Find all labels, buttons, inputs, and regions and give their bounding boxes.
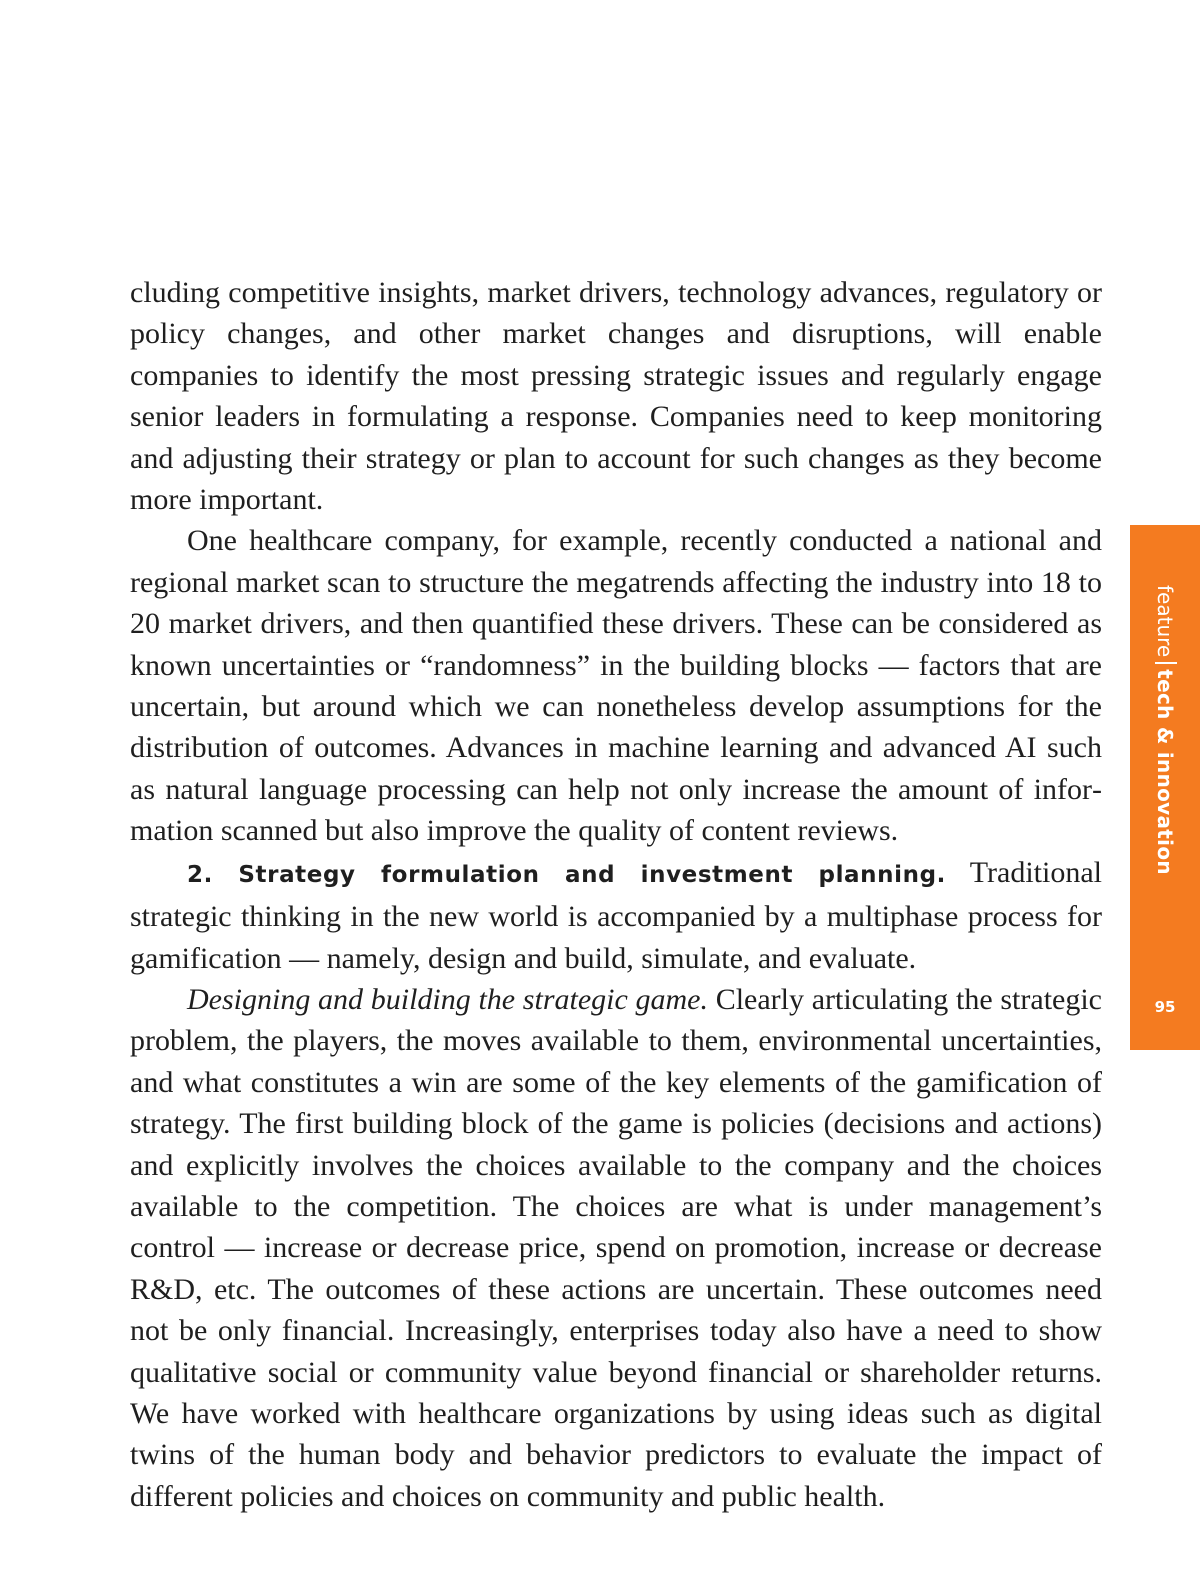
subsection-text: Clearly articulating the strategic problem, the players, the moves available to them, environmental uncertainties, and what constitutes a win are some of the key elements of the gamification of strategy. The first building block of the game is policies (decisions and actions) and explicitly involves the choices available to the company and the choices available to the competition. The choices are what is under management’s control — increase or decrease price, spend on promotion, increase or decrease R&D, etc. The outcomes of these actions are uncertain. These outcomes need not be only financial. Increasingly, enterprises today also have a need to show qualitative social or community value beyond financial or shareholder returns. We have worked with healthcare organizations by using ideas such as digital twins of the human body and behavior predictors to evaluate the impact of different policies and choices on community and public health.: [130, 982, 1102, 1513]
article-body: [130, 272, 1102, 1517]
section-label: [1153, 585, 1177, 875]
section-name: feature: [1153, 585, 1177, 658]
paragraph-strategy-formulation: [130, 852, 1102, 979]
section-text: Traditional strategic thinking in the new world is accompanied by a multiphase process for gamification — namely, design and build, simulate, and evaluate.: [130, 855, 1102, 975]
paragraph-designing-game: [130, 979, 1102, 1517]
section-heading: 2. Strategy formulation and investment planning.: [187, 861, 946, 888]
page-number: 95: [1154, 998, 1176, 1016]
paragraph-healthcare-example: One healthcare company, for example, recently conducted a national and regional market scan to structure the megatrends affecting the industry into 18 to 20 market drivers, and then quantified these drivers. These can be considered as known uncertainties or “randomness” in the building blocks — factors that are uncertain, but around which we can nonetheless develop assumptions for the distribution of outcomes. Advances in machine learning and advanced AI such as natural language processing can help not only increase the amount of information scanned but also improve the quality of content reviews.: [130, 524, 1102, 848]
paragraph-continuation: cluding competitive insights, market drivers, technology advances, regulatory or policy changes, and other market changes and disruptions, will enable companies to identify the most pressing strategic issues and regularly engage senior leaders in formulating a response. Companies need to keep monitoring and adjusting their strategy or plan to account for such changes as they become more important.: [130, 276, 1102, 517]
section-side-tab: [1130, 525, 1200, 1050]
section-topic: tech & innovation: [1153, 669, 1177, 875]
section-divider: [1155, 662, 1177, 664]
subsection-lead: Designing and building the strategic game.: [187, 982, 708, 1016]
